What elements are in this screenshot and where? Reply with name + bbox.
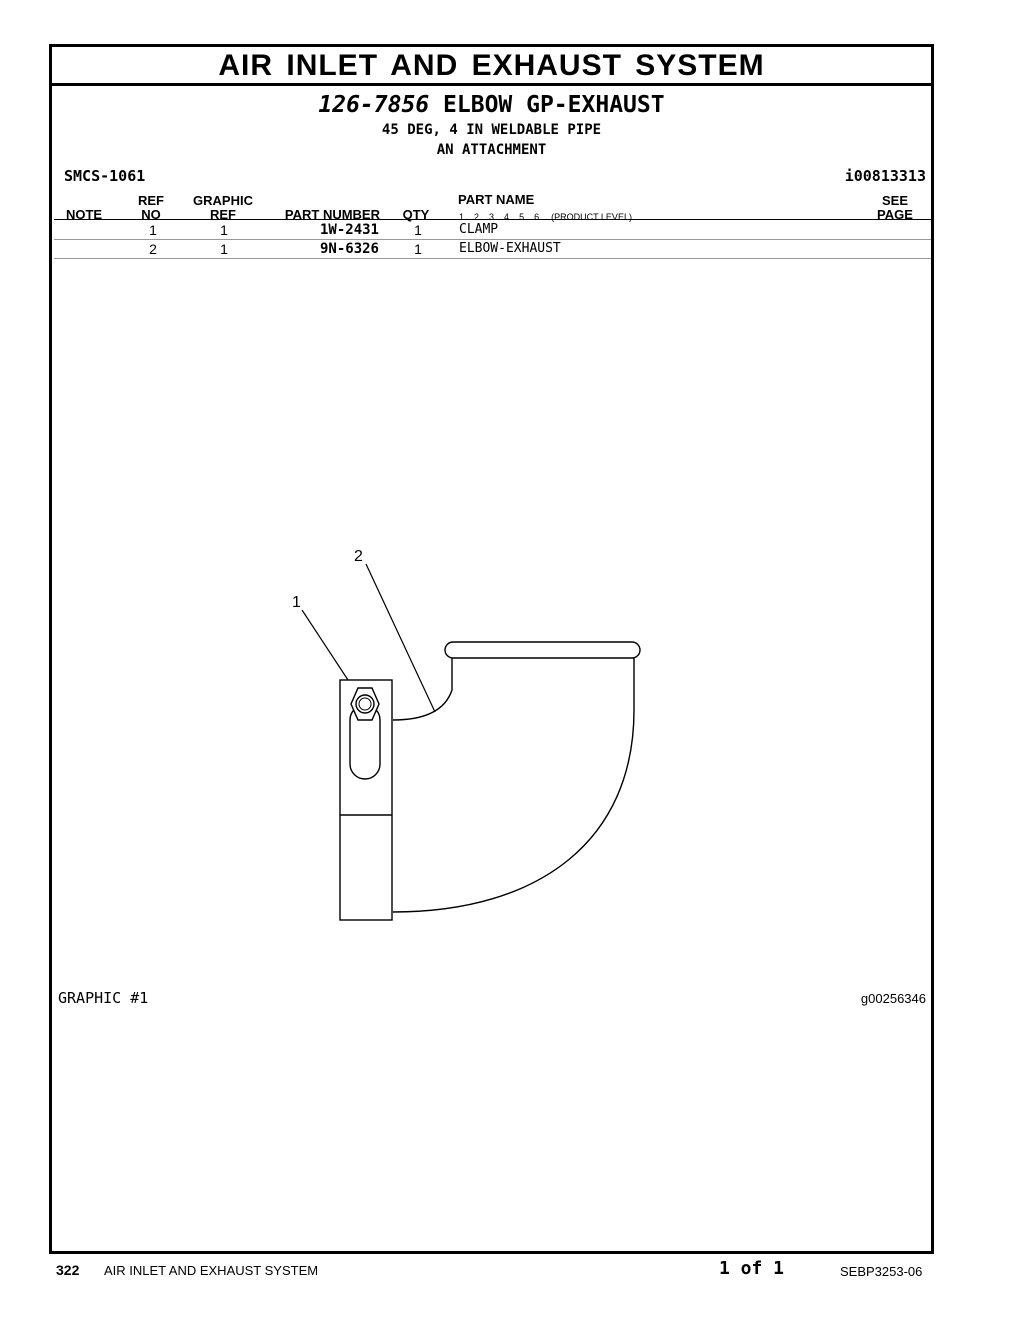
group-subtitle-2: AN ATTACHMENT <box>436 142 547 158</box>
smcs-code: SMCS-1061 <box>64 167 146 185</box>
page-title: AIR INLET AND EXHAUST SYSTEM <box>52 47 931 86</box>
graphic-ref: 1 <box>220 222 228 238</box>
group-part-number: 126-7856 <box>318 92 430 118</box>
header-part-name: PART NAME <box>458 192 535 207</box>
header-see-bottom: PAGE <box>877 207 913 222</box>
quantity: 1 <box>414 241 422 257</box>
callout-leader-2 <box>366 564 435 712</box>
header-qty: QTY <box>402 207 430 222</box>
graphic-id: g00256346 <box>860 991 926 1006</box>
header-divider <box>54 219 931 220</box>
elbow-inner-curve <box>393 658 452 720</box>
group-title <box>52 91 931 119</box>
product-level-label: (PRODUCT LEVEL) <box>551 212 632 222</box>
parts-illustration <box>280 540 660 940</box>
header-ref-bottom: NO <box>141 207 161 222</box>
level-2: 2 <box>474 212 480 222</box>
graphic-ref: 1 <box>220 241 228 257</box>
graphic-label: GRAPHIC #1 <box>58 989 149 1007</box>
part-number: 9N-6326 <box>319 241 379 257</box>
level-6: 6 <box>534 212 540 222</box>
table-row <box>54 240 931 259</box>
header-graphic-top: GRAPHIC <box>193 193 253 208</box>
callout-1: 1 <box>292 594 301 611</box>
footer-page-number: 322 <box>56 1262 80 1278</box>
clamp-nut <box>351 688 379 720</box>
part-name: CLAMP <box>459 222 499 237</box>
elbow-outer-curve <box>393 658 634 912</box>
quantity: 1 <box>414 222 422 238</box>
group-subtitle-1: 45 DEG, 4 IN WELDABLE PIPE <box>381 122 602 138</box>
ref-no: 1 <box>149 222 157 238</box>
group-name: ELBOW GP-EXHAUST <box>443 92 665 118</box>
header-see-top: SEE <box>881 193 908 208</box>
header-note: NOTE <box>65 207 103 222</box>
elbow-exhaust-drawing <box>393 642 640 912</box>
clamp-drawing <box>340 680 392 920</box>
header-part-number: PART NUMBER <box>284 207 380 222</box>
illustration-id: i00813313 <box>844 167 926 185</box>
level-1: 1 <box>459 212 465 222</box>
footer-doc-number: SEBP3253-06 <box>840 1264 923 1279</box>
level-5: 5 <box>519 212 525 222</box>
ref-no: 2 <box>149 241 157 257</box>
footer-page-count: 1 of 1 <box>719 1258 785 1279</box>
elbow-flange <box>445 642 640 658</box>
level-3: 3 <box>489 212 495 222</box>
header-graphic-bottom: REF <box>210 207 236 222</box>
header-ref-top: REF <box>138 193 164 208</box>
callout-leader-1 <box>302 610 348 680</box>
part-name: ELBOW-EXHAUST <box>459 241 561 256</box>
callout-2: 2 <box>354 548 363 565</box>
part-number: 1W-2431 <box>319 222 379 238</box>
footer-section: AIR INLET AND EXHAUST SYSTEM <box>104 1263 319 1278</box>
table-row <box>54 221 931 240</box>
level-4: 4 <box>504 212 510 222</box>
